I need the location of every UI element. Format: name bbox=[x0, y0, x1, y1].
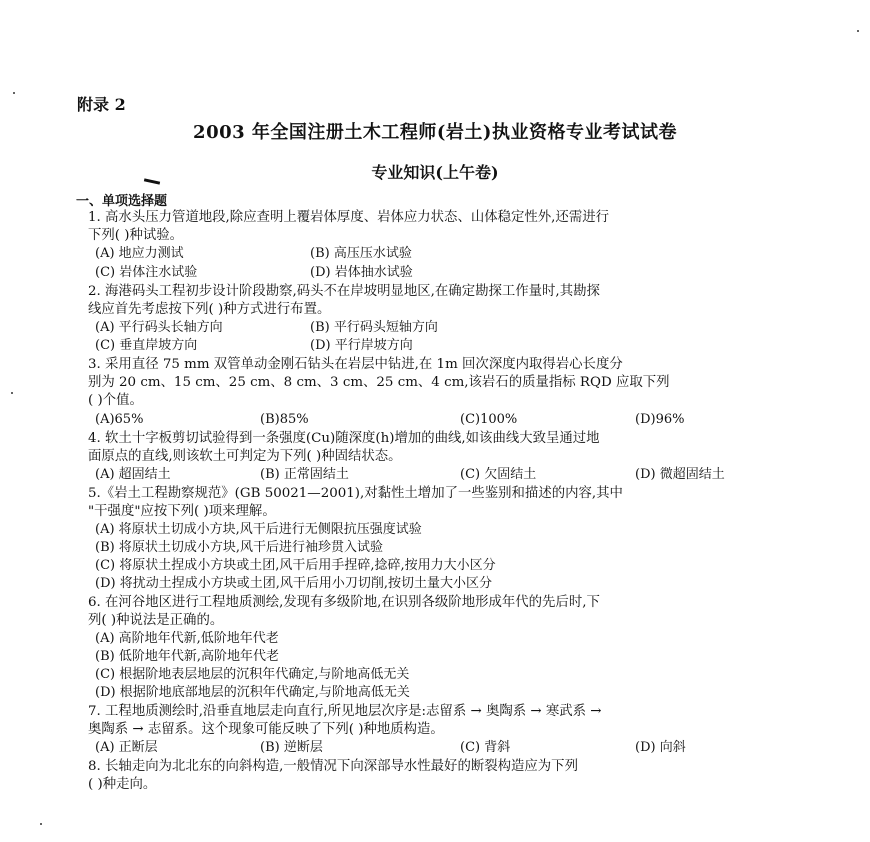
section-heading: 一、单项选择题 bbox=[76, 194, 168, 209]
scan-speck bbox=[13, 92, 15, 94]
q2-option-b: (B) 平行码头短轴方向 bbox=[310, 320, 438, 335]
scan-speck bbox=[40, 823, 42, 825]
q6-option-a: (A) 高阶地年代新,低阶地年代老 bbox=[95, 631, 279, 646]
q5-option-c: (C) 将原状土捏成小方块或土团,风干后用手捏碎,捻碎,按用力大小区分 bbox=[95, 558, 496, 573]
q1-line-1: 1. 高水头压力管道地段,除应查明上覆岩体厚度、岩体应力状态、山体稳定性外,还需进行 bbox=[88, 210, 609, 225]
scan-speck bbox=[857, 30, 859, 32]
q6-line-2: 列( )种说法是正确的。 bbox=[88, 613, 224, 628]
q1-line-2: 下列( )种试验。 bbox=[88, 228, 184, 243]
q5-option-d: (D) 将扰动土捏成小方块或土团,风干后用小刀切削,按切土量大小区分 bbox=[95, 576, 492, 591]
appendix-label: 附录 2 bbox=[77, 95, 126, 114]
q1-option-b: (B) 高压压水试验 bbox=[310, 246, 412, 261]
q5-option-a: (A) 将原状土切成小方块,风干后进行无侧限抗压强度试验 bbox=[95, 522, 422, 537]
q4-option-c: (C) 欠固结土 bbox=[460, 467, 537, 482]
q4-line-2: 面原点的直线,则该软土可判定为下列( )种固结状态。 bbox=[88, 449, 402, 464]
q7-option-c: (C) 背斜 bbox=[460, 740, 511, 755]
q4-line-1: 4. 软土十字板剪切试验得到一条强度(Cu)随深度(h)增加的曲线,如该曲线大致呈通过地 bbox=[88, 431, 600, 446]
q6-line-1: 6. 在河谷地区进行工程地质测绘,发现有多级阶地,在识别各级阶地形成年代的先后时,下 bbox=[88, 595, 600, 610]
q8-line-2: ( )种走向。 bbox=[88, 777, 157, 792]
q4-option-a: (A) 超固结土 bbox=[95, 467, 171, 482]
exam-title: 2003 年全国注册土木工程师(岩土)执业资格专业考试试卷 bbox=[193, 122, 677, 143]
q3-option-d: (D)96% bbox=[635, 412, 685, 427]
q8-line-1: 8. 长轴走向为北北东的向斜构造,一般情况下向深部导水性最好的断裂构造应为下列 bbox=[88, 759, 578, 774]
q7-line-1: 7. 工程地质测绘时,沿垂直地层走向直行,所见地层次序是:志留系 → 奥陶系 → 寒武系 → bbox=[88, 704, 602, 719]
q3-line-2: 别为 20 cm、15 cm、25 cm、8 cm、3 cm、25 cm、4 cm,该岩石的质量指标 RQD 应取下列 bbox=[88, 375, 670, 390]
q7-option-a: (A) 正断层 bbox=[95, 740, 158, 755]
q3-line-3: ( )个值。 bbox=[88, 393, 143, 408]
q1-option-a: (A) 地应力测试 bbox=[95, 246, 184, 261]
q3-option-a: (A)65% bbox=[95, 412, 144, 427]
scan-speck bbox=[11, 392, 13, 394]
q2-option-a: (A) 平行码头长轴方向 bbox=[95, 320, 223, 335]
q6-option-d: (D) 根据阶地底部地层的沉积年代确定,与阶地高低无关 bbox=[95, 685, 410, 700]
q6-option-c: (C) 根据阶地表层地层的沉积年代确定,与阶地高低无关 bbox=[95, 667, 410, 682]
q3-option-b: (B)85% bbox=[260, 412, 309, 427]
q2-line-1: 2. 海港码头工程初步设计阶段勘察,码头不在岸坡明显地区,在确定勘探工作量时,其勘探 bbox=[88, 284, 600, 299]
q1-option-c: (C) 岩体注水试验 bbox=[95, 265, 198, 280]
q5-line-2: "干强度"应按下列( )项来理解。 bbox=[88, 504, 276, 519]
q7-option-b: (B) 逆断层 bbox=[260, 740, 323, 755]
q5-option-b: (B) 将原状土切成小方块,风干后进行袖珍贯入试验 bbox=[95, 540, 383, 555]
q2-line-2: 线应首先考虑按下列( )种方式进行布置。 bbox=[88, 302, 331, 317]
q7-line-2: 奥陶系 → 志留系。这个现象可能反映了下列( )种地质构造。 bbox=[88, 722, 444, 737]
q2-option-d: (D) 平行岸坡方向 bbox=[310, 338, 413, 353]
q1-option-d: (D) 岩体抽水试验 bbox=[310, 265, 413, 280]
q6-option-b: (B) 低阶地年代新,高阶地年代老 bbox=[95, 649, 279, 664]
q7-option-d: (D) 向斜 bbox=[635, 740, 686, 755]
q2-option-c: (C) 垂直岸坡方向 bbox=[95, 338, 198, 353]
q4-option-d: (D) 微超固结土 bbox=[635, 467, 725, 482]
q4-option-b: (B) 正常固结土 bbox=[260, 467, 349, 482]
q3-line-1: 3. 采用直径 75 mm 双管单动金刚石钻头在岩层中钻进,在 1m 回次深度内取得岩心长度分 bbox=[88, 357, 623, 372]
q3-option-c: (C)100% bbox=[460, 412, 518, 427]
q5-line-1: 5.《岩土工程勘察规范》(GB 50021—2001),对黏性土增加了一些鉴别和描述的内容,其中 bbox=[88, 486, 623, 501]
exam-subtitle: 专业知识(上午卷) bbox=[371, 163, 499, 182]
